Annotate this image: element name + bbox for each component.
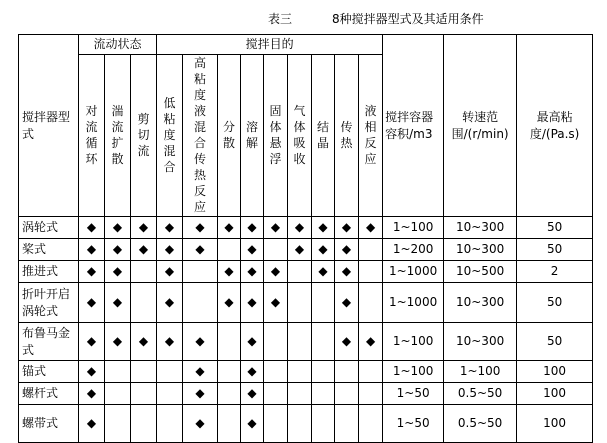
column-header-label: 分散 [223,120,236,150]
row-visc: 50 [517,323,593,361]
mark-cell [359,261,383,283]
mark-cell: ◆ [264,217,288,239]
mark-cell: ◆ [131,323,157,361]
row-capacity: 1~100 [383,361,444,383]
mark-cell: ◆ [157,283,183,323]
row-capacity: 1~200 [383,239,444,261]
mark-cell: ◆ [183,383,218,405]
mark-cell: ◆ [312,217,335,239]
column-header-3 [131,55,157,217]
mark-cell [359,283,383,323]
column-header-9 [288,55,312,217]
mark-cell: ◆ [241,261,264,283]
capacity-column-header: 搅拌容器容积/m3 [383,35,444,217]
mark-cell [105,405,131,443]
mark-cell: ◆ [183,239,218,261]
mark-cell [105,361,131,383]
row-visc: 50 [517,239,593,261]
row-speed: 1~100 [444,361,517,383]
column-header-5 [183,55,218,217]
row-visc: 100 [517,361,593,383]
mark-cell [312,405,335,443]
row-type-label: 折叶开启涡轮式 [19,283,79,323]
mark-cell [288,383,312,405]
mark-cell: ◆ [105,323,131,361]
column-header-11 [335,55,359,217]
mark-cell [105,383,131,405]
column-header-label: 传热 [340,120,353,150]
column-header-label: 液相反应 [364,104,377,166]
mark-cell: ◆ [105,217,131,239]
mark-cell [218,383,241,405]
mark-cell: ◆ [79,323,105,361]
column-header-label: 高粘度液混合传热反应 [194,56,207,214]
row-visc: 50 [517,217,593,239]
row-visc: 50 [517,283,593,323]
row-speed: 10~300 [444,323,517,361]
column-header-label: 溶解 [246,120,259,150]
mark-cell [131,283,157,323]
mark-cell: ◆ [105,283,131,323]
viscosity-column-header: 最高粘度/(Pa.s) [517,35,593,217]
mark-cell: ◆ [359,217,383,239]
mark-cell: ◆ [157,261,183,283]
mark-cell: ◆ [264,283,288,323]
row-capacity: 1~1000 [383,261,444,283]
mark-cell: ◆ [105,261,131,283]
mark-cell: ◆ [79,405,105,443]
table-row [19,261,593,283]
mark-cell: ◆ [241,383,264,405]
column-header-7 [241,55,264,217]
row-type-label: 桨式 [19,239,79,261]
mark-cell [157,383,183,405]
mark-cell [183,283,218,323]
mark-cell [264,239,288,261]
mark-cell: ◆ [105,239,131,261]
row-type-label: 锚式 [19,361,79,383]
mark-cell [157,405,183,443]
column-header-label: 结晶 [317,120,330,150]
row-visc: 100 [517,383,593,405]
mark-cell [131,405,157,443]
mark-cell [288,283,312,323]
column-header-10 [312,55,335,217]
mark-cell [288,261,312,283]
mark-cell: ◆ [335,323,359,361]
mark-cell: ◆ [288,239,312,261]
mark-cell: ◆ [79,217,105,239]
mark-cell: ◆ [79,361,105,383]
mark-cell: ◆ [218,283,241,323]
mark-cell: ◆ [157,323,183,361]
mark-cell: ◆ [288,217,312,239]
row-type-label: 布鲁马金式 [19,323,79,361]
row-capacity: 1~1000 [383,283,444,323]
mark-cell: ◆ [264,261,288,283]
mark-cell: ◆ [241,361,264,383]
column-header-label: 剪切流 [137,112,150,158]
mark-cell [359,405,383,443]
mark-cell: ◆ [79,261,105,283]
mark-cell [218,361,241,383]
row-speed: 0.5~50 [444,383,517,405]
row-visc: 100 [517,405,593,443]
row-type-label: 涡轮式 [19,217,79,239]
row-capacity: 1~50 [383,383,444,405]
mark-cell: ◆ [335,217,359,239]
mark-cell: ◆ [241,323,264,361]
row-capacity: 1~100 [383,217,444,239]
mark-cell: ◆ [241,239,264,261]
mark-cell [288,323,312,361]
mark-cell [218,323,241,361]
mark-cell: ◆ [218,261,241,283]
row-speed: 10~300 [444,283,517,323]
mark-cell [264,323,288,361]
mark-cell [264,361,288,383]
mark-cell: ◆ [359,323,383,361]
column-header-2 [105,55,131,217]
row-type-label: 推进式 [19,261,79,283]
mark-cell: ◆ [131,217,157,239]
type-column-header: 搅拌器型式 [19,35,79,217]
table-row [19,361,593,383]
mark-cell [218,239,241,261]
column-header-label: 湍流扩散 [111,104,124,166]
table-row [19,217,593,239]
purpose-group-header: 搅拌目的 [157,35,383,55]
mark-cell: ◆ [312,239,335,261]
mark-cell: ◆ [183,323,218,361]
mark-cell: ◆ [312,261,335,283]
mark-cell: ◆ [335,261,359,283]
agitator-table [18,34,593,443]
flow-group-header: 流动状态 [79,35,157,55]
mark-cell: ◆ [79,239,105,261]
column-header-12 [359,55,383,217]
mark-cell: ◆ [157,239,183,261]
table-row [19,383,593,405]
mark-cell: ◆ [218,217,241,239]
mark-cell: ◆ [335,283,359,323]
mark-cell [312,283,335,323]
mark-cell: ◆ [183,361,218,383]
row-speed: 10~300 [444,217,517,239]
mark-cell [183,261,218,283]
mark-cell [359,383,383,405]
mark-cell [131,261,157,283]
row-visc: 2 [517,261,593,283]
column-header-6 [218,55,241,217]
table-row [19,239,593,261]
row-speed: 0.5~50 [444,405,517,443]
column-header-4 [157,55,183,217]
table-row [19,283,593,323]
mark-cell [312,383,335,405]
mark-cell [312,323,335,361]
mark-cell [288,361,312,383]
mark-cell [335,383,359,405]
mark-cell: ◆ [335,239,359,261]
caption-label: 表三 [268,12,293,26]
mark-cell [359,361,383,383]
mark-cell: ◆ [131,239,157,261]
mark-cell: ◆ [79,383,105,405]
row-speed: 10~500 [444,261,517,283]
column-header-label: 固体悬浮 [269,104,282,166]
mark-cell [288,405,312,443]
column-header-label: 低粘度混合 [163,96,176,174]
table-row [19,405,593,443]
column-header-1 [79,55,105,217]
caption-text: 8种搅拌器型式及其适用条件 [332,12,484,26]
mark-cell: ◆ [157,217,183,239]
column-header-8 [264,55,288,217]
mark-cell [335,361,359,383]
column-header-label: 气体吸收 [293,104,306,166]
mark-cell [218,405,241,443]
mark-cell: ◆ [241,217,264,239]
table-row [19,323,593,361]
mark-cell: ◆ [183,405,218,443]
speed-column-header: 转速范围/(r/min) [444,35,517,217]
mark-cell: ◆ [241,405,264,443]
mark-cell: ◆ [183,217,218,239]
row-capacity: 1~50 [383,405,444,443]
row-type-label: 螺杆式 [19,383,79,405]
header-row-group [19,35,593,55]
mark-cell [359,239,383,261]
mark-cell [131,383,157,405]
mark-cell: ◆ [79,283,105,323]
mark-cell: ◆ [241,283,264,323]
column-header-label: 对流循环 [85,104,98,166]
row-capacity: 1~100 [383,323,444,361]
row-speed: 10~300 [444,239,517,261]
mark-cell [264,383,288,405]
mark-cell [312,361,335,383]
mark-cell [157,361,183,383]
mark-cell [131,361,157,383]
mark-cell [335,405,359,443]
mark-cell [264,405,288,443]
row-type-label: 螺带式 [19,405,79,443]
table-caption [0,10,607,28]
